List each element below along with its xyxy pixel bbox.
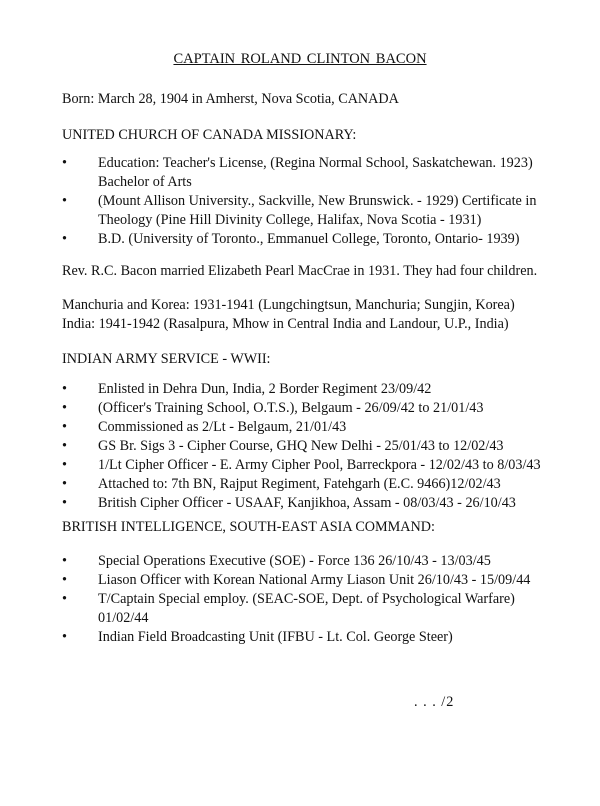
bullet-icon: •	[62, 457, 67, 473]
item-line: T/Captain Special employ. (SEAC-SOE, Dept. of Psychological Warfare)	[98, 591, 515, 607]
posting-line: India: 1941-1942 (Rasalpura, Mhow in Central India and Landour, U.P., India)	[62, 316, 509, 332]
list-item	[62, 475, 582, 494]
item-line: Enlisted in Dehra Dun, India, 2 Border Regiment 23/09/42	[98, 381, 432, 397]
missionary-heading: UNITED CHURCH OF CANADA MISSIONARY:	[62, 127, 357, 143]
bullet-icon: •	[62, 419, 67, 435]
list-item	[62, 494, 582, 513]
army-heading: INDIAN ARMY SERVICE - WWII:	[62, 351, 271, 367]
bullet-icon: •	[62, 381, 67, 397]
page-continuation-marker: . . . /2	[414, 694, 455, 710]
item-line: (Officer's Training School, O.T.S.), Belgaum - 26/09/42 to 21/01/43	[98, 400, 484, 416]
list-item	[62, 230, 582, 249]
bullet-icon: •	[62, 400, 67, 416]
list-item	[62, 380, 582, 399]
birth-line: Born: March 28, 1904 in Amherst, Nova Scotia, CANADA	[62, 91, 399, 107]
item-line: Indian Field Broadcasting Unit (IFBU - Lt. Col. George Steer)	[98, 629, 453, 645]
bullet-icon: •	[62, 553, 67, 569]
bullet-icon: •	[62, 155, 67, 171]
item-line: Liason Officer with Korean National Army Liason Unit 26/10/43 - 15/09/44	[98, 572, 531, 588]
bullet-icon: •	[62, 231, 67, 247]
list-item	[62, 418, 582, 437]
bullet-icon: •	[62, 438, 67, 454]
list-item	[62, 154, 582, 192]
item-line: (Mount Allison University., Sackville, New Brunswick. - 1929) Certificate in	[98, 193, 537, 209]
intelligence-list	[62, 552, 582, 647]
list-item	[62, 628, 582, 647]
item-line: Special Operations Executive (SOE) - Force 136 26/10/43 - 13/03/45	[98, 553, 491, 569]
item-line: GS Br. Sigs 3 - Cipher Course, GHQ New Delhi - 25/01/43 to 12/02/43	[98, 438, 504, 454]
list-item	[62, 437, 582, 456]
army-list	[62, 380, 582, 513]
list-item	[62, 456, 582, 475]
item-line: Bachelor of Arts	[98, 174, 192, 190]
bullet-icon: •	[62, 591, 67, 607]
list-item	[62, 590, 582, 628]
marriage-line: Rev. R.C. Bacon married Elizabeth Pearl MacCrae in 1931. They had four children.	[62, 263, 538, 279]
item-line: Commissioned as 2/Lt - Belgaum, 21/01/43	[98, 419, 347, 435]
page-title: CAPTAIN ROLAND CLINTON BACON	[173, 51, 427, 67]
item-line: Theology (Pine Hill Divinity College, Halifax, Nova Scotia - 1931)	[98, 212, 482, 228]
item-line: 1/Lt Cipher Officer - E. Army Cipher Pool, Barreckpora - 12/02/43 to 8/03/43	[98, 457, 541, 473]
bullet-icon: •	[62, 572, 67, 588]
bullet-icon: •	[62, 476, 67, 492]
item-line: Education: Teacher's License, (Regina Normal School, Saskatchewan. 1923)	[98, 155, 533, 171]
posting-line: Manchuria and Korea: 1931-1941 (Lungchingtsun, Manchuria; Sungjin, Korea)	[62, 297, 515, 313]
item-line: 01/02/44	[98, 610, 149, 626]
bullet-icon: •	[62, 495, 67, 511]
list-item	[62, 571, 582, 590]
list-item	[62, 192, 582, 230]
list-item	[62, 552, 582, 571]
item-line: British Cipher Officer - USAAF, Kanjikhoa, Assam - 08/03/43 - 26/10/43	[98, 495, 516, 511]
bullet-icon: •	[62, 193, 67, 209]
missionary-list	[62, 154, 582, 249]
bullet-icon: •	[62, 629, 67, 645]
item-line: Attached to: 7th BN, Rajput Regiment, Fatehgarh (E.C. 9466)12/02/43	[98, 476, 501, 492]
intelligence-heading: BRITISH INTELLIGENCE, SOUTH-EAST ASIA COMMAND:	[62, 519, 435, 535]
list-item	[62, 399, 582, 418]
item-line: B.D. (University of Toronto., Emmanuel College, Toronto, Ontario- 1939)	[98, 231, 520, 247]
